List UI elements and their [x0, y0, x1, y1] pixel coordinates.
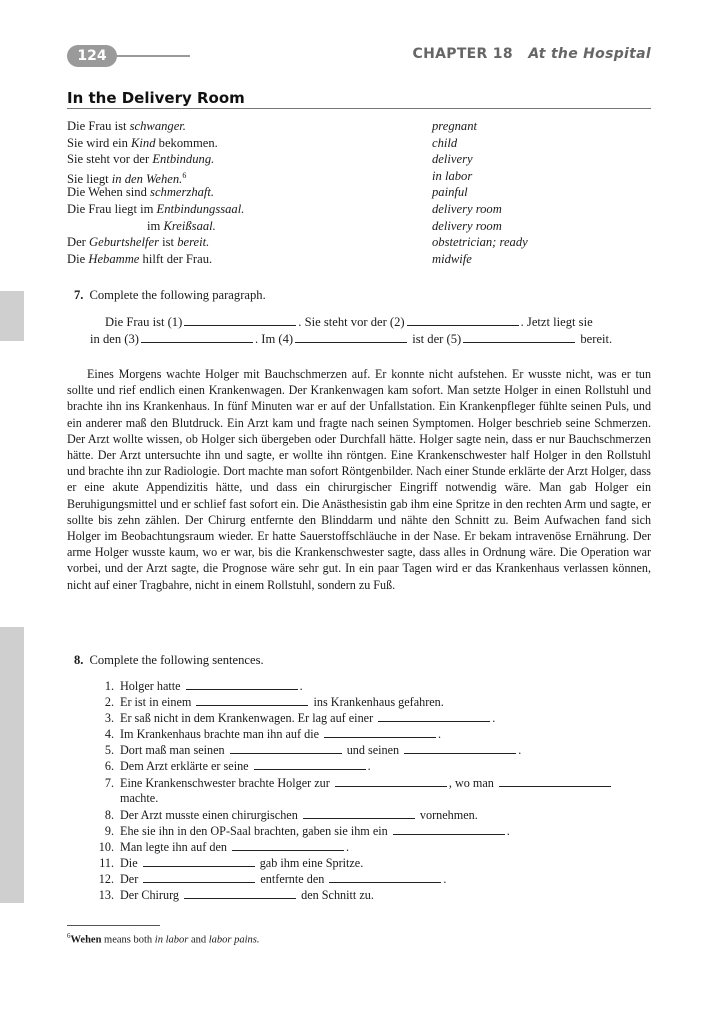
answer-blank[interactable]: [295, 330, 407, 343]
vocab-row: Der Geburtshelfer ist bereit. obstetrician; ready: [67, 235, 528, 250]
vocab-row: Die Frau liegt im Entbindungssaal. delivery room: [67, 201, 502, 216]
vocab-row: im Kreißsaal. delivery room: [147, 218, 502, 233]
section-rule: [67, 108, 651, 109]
exercise-8-heading: 8. Complete the following sentences.: [74, 653, 264, 667]
answer-blank[interactable]: [499, 774, 611, 787]
answer-blank[interactable]: [407, 313, 519, 326]
list-item: 7. Eine Krankenschwester brachte Holger zur , wo man: [88, 774, 648, 790]
list-item: 5. Dort maß man seinen und seinen .: [104, 743, 522, 758]
footnote-rule: [67, 925, 160, 926]
chapter-header: [413, 46, 651, 62]
answer-blank[interactable]: [254, 757, 366, 770]
list-item: 9. Ehe sie ihn in den OP-Saal brachten, gaben sie ihm ein .: [104, 823, 510, 838]
list-item: 11. Die gab ihm eine Spritze.: [99, 856, 364, 871]
story-paragraph: Eines Morgens wachte Holger mit Bauchschmerzen auf. Er konnte nicht aufstehen. Er wusste nicht, was er tun sollte und rief endlich einen Krankenwagen. Der Krankenwagen kam sofort. Man setzte Holger in einen Rollstuhl und brachte ihn ins Krankenhaus. In fünf Minuten war er auf der Unfallstation. Ein Krankenpfleger fühlte seinen Puls, und ein anderer maß den Blutdruck. Ein Arzt kam und fragte nach seinen Symptomen. Holger beschrieb seine Schmerzen. Der Arzt wollte wissen, ob Holger sich übergeben oder Durchfall hätte. Holger sagte nein, dass er nur Bauchschmerzen hätte. Der Arzt untersuchte ihn und sagte, er wollte ihn röntgen. Eine Krankenschwester half Holger in den Rollstuhl und brachte ihn zur Radiologie. Dort machte man sofort Röntgenbilder. Nach einer Stunde erklärte der Arzt Holger, dass er eine akute Appendizitis hätte, und dass ein chirurgischer Eingriff notwendig wäre. Man gab Holger ein Beruhigungsmittel und er schlief fast sofort ein. Die Anästhesistin gab ihm eine Spritze in den rechten Arm und sagte, er sollte bis zehn zählen. Der Chirurg entfernte den Blinddarm und nähte den Schnitt zu. Beim Aufwachen fand sich Holger im Beobachtungsraum wieder. Er hatte Sauerstoffschläuche in der Nase. Er bekam intravenöse Ernährung. Der arme Holger wusste kaum, wo er war, bis die Krankenschwester sagte, dass alles in Ordnung wäre. Die Operation war vorbei, und der Arzt sagte, die Prognose wäre sehr gut. In ein paar Tagen wird er das Krankenhaus verlassen können, nicht auf einer Tragbahre, nicht in einem Rollstuhl, sondern zu Fuß.: [67, 367, 651, 592]
list-item: 6. Dem Arzt erklärte er seine .: [104, 759, 371, 774]
exercise-7-line-2: in den (3) . Im (4) ist der (5) bereit.: [90, 332, 613, 346]
chapter-title: At the Hospital: [528, 46, 651, 62]
list-item: 10. Man legte ihn auf den .: [98, 839, 350, 854]
vocab-row: Sie wird ein Kind bekommen. child: [67, 135, 458, 150]
answer-blank[interactable]: [184, 313, 296, 326]
answer-blank[interactable]: [329, 870, 441, 883]
answer-blank[interactable]: [141, 330, 253, 343]
section-title: In the Delivery Room: [67, 89, 245, 107]
answer-blank[interactable]: [463, 330, 575, 343]
vocab-row: Die Frau ist schwanger. pregnant: [67, 119, 478, 133]
answer-blank[interactable]: [378, 709, 490, 722]
answer-blank[interactable]: [232, 838, 344, 851]
footnote: $^6$Wehen means both in labor and labor pains.: [67, 932, 260, 946]
answer-blank[interactable]: [303, 806, 415, 819]
list-item: 4. Im Krankenhaus brachte man ihn auf die .: [104, 727, 442, 742]
answer-blank[interactable]: [324, 725, 436, 738]
answer-blank[interactable]: [143, 854, 255, 867]
answer-blank[interactable]: [404, 741, 516, 754]
exercise-7-line-1: Die Frau ist (1) . Sie steht vor der (2) . Jetzt liegt sie: [105, 315, 593, 329]
vocab-row: Sie liegt in den Wehen.$^6$ in labor: [67, 168, 473, 186]
list-item: 8. Der Arzt musste einen chirurgischen vornehmen.: [104, 807, 478, 822]
answer-blank[interactable]: [230, 741, 342, 754]
list-item: 2. Er ist in einem ins Krankenhaus gefahren.: [104, 695, 444, 710]
list-item: 13. Der Chirurg den Schnitt zu.: [98, 888, 374, 903]
vocab-row: Sie steht vor der Entbindung. delivery: [67, 152, 473, 167]
answer-blank[interactable]: [393, 822, 505, 835]
answer-blank[interactable]: [186, 677, 298, 690]
answer-blank[interactable]: [143, 870, 255, 883]
list-item: 1. Holger hatte .: [104, 679, 303, 693]
vocab-row: Die Hebamme hilft der Frau. midwife: [67, 251, 472, 266]
header-rule: [117, 55, 190, 57]
exercise-8-items: [88, 677, 648, 902]
exercise-7-heading: 7. Complete the following paragraph.: [74, 288, 266, 302]
chapter-label: CHAPTER 18: [412, 46, 513, 62]
side-thumb-tab: [0, 627, 24, 903]
list-item: 12. Der entfernte den .: [98, 872, 447, 887]
list-item: 3. Er saß nicht in dem Krankenwagen. Er lag auf einer .: [104, 711, 496, 726]
side-thumb-tab: [0, 291, 24, 341]
answer-blank[interactable]: [335, 774, 447, 787]
page-number-badge: 124: [67, 45, 117, 67]
answer-blank[interactable]: [196, 693, 308, 706]
vocab-list: [67, 118, 651, 267]
answer-blank[interactable]: [184, 886, 296, 899]
vocab-row: Die Wehen sind schmerzhaft. painful: [67, 185, 468, 200]
list-item: machte.: [120, 790, 159, 805]
